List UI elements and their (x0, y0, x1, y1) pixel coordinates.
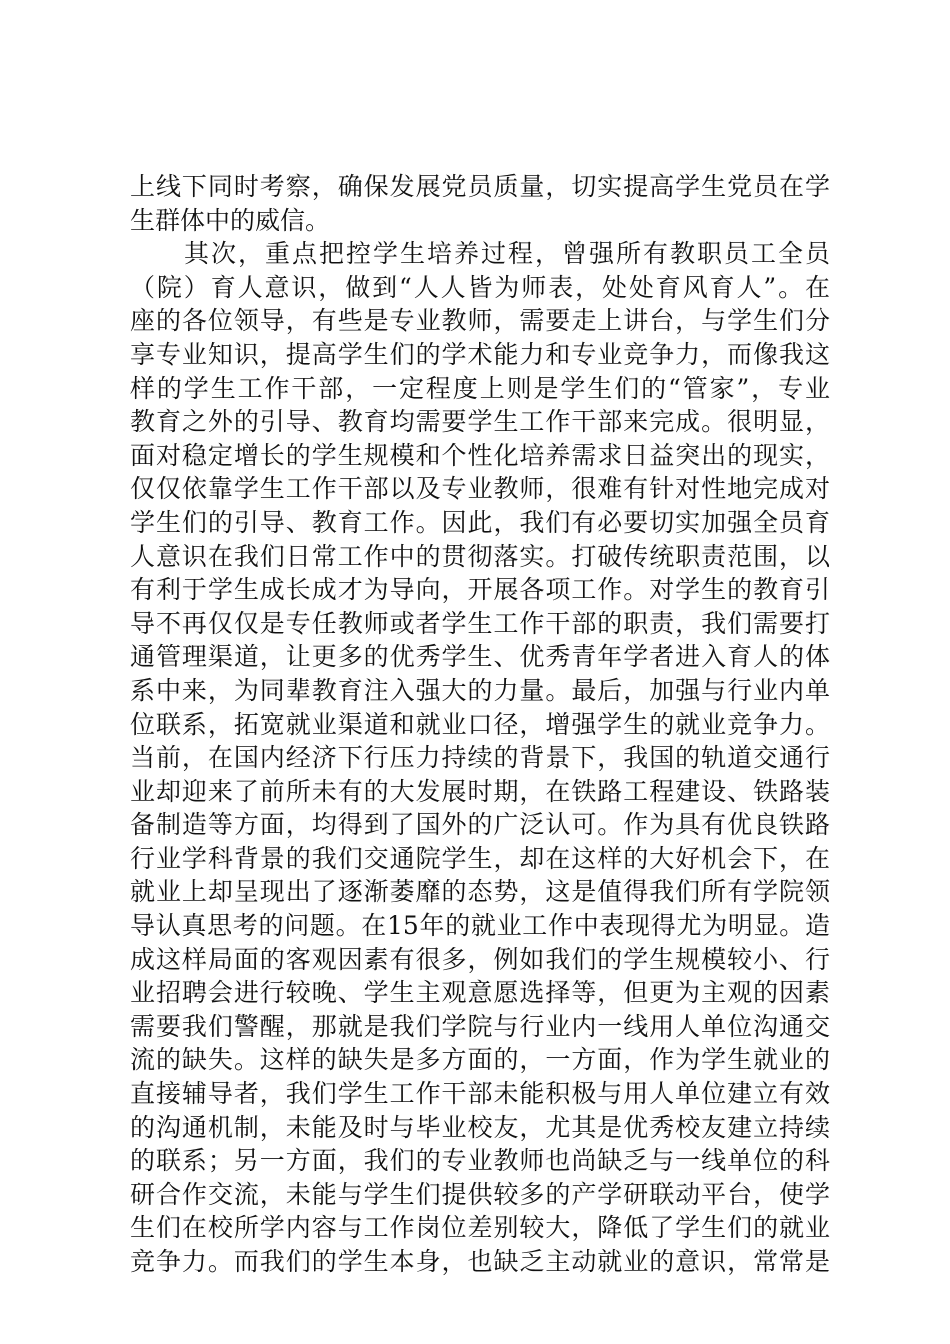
text-line: 的联系；另一方面，我们的专业教师也尚缺乏与一线单位的科 (130, 1146, 830, 1176)
text-line: 通管理渠道，让更多的优秀学生、优秀青年学者进入育人的体 (130, 642, 830, 672)
text-line: 位联系，拓宽就业渠道和就业口径，增强学生的就业竞争力。 (130, 709, 830, 739)
text-line: 导认真思考的问题。在15年的就业工作中表现得尤为明显。造 (130, 911, 830, 941)
text-line: 流的缺失。这样的缺失是多方面的，一方面，作为学生就业的 (130, 1045, 830, 1075)
text-line: 当前，在国内经济下行压力持续的背景下，我国的轨道交通行 (130, 743, 830, 773)
text-line: 研合作交流，未能与学生们提供较多的产学研联动平台，使学 (130, 1179, 830, 1209)
text-line: 备制造等方面，均得到了国外的广泛认可。作为具有优良铁路 (130, 810, 830, 840)
text-line: 其次，重点把控学生培养过程，曾强所有教职员工全员 (130, 239, 830, 269)
text-line: 生们在校所学内容与工作岗位差别较大，降低了学生们的就业 (130, 1213, 830, 1243)
text-line: 生群体中的威信。 (130, 205, 331, 235)
text-line: 上线下同时考察，确保发展党员质量，切实提高学生党员在学 (130, 172, 830, 201)
text-line: 人意识在我们日常工作中的贯彻落实。打破传统职责范围，以 (130, 541, 830, 571)
text-line: 系中来，为同辈教育注入强大的力量。最后，加强与行业内单 (130, 675, 830, 705)
text-line: 样的学生工作干部，一定程度上则是学生们的“管家”，专业 (130, 373, 830, 403)
text-line: 行业学科背景的我们交通院学生，却在这样的大好机会下，在 (130, 843, 830, 873)
text-line: 座的各位领导，有些是专业教师，需要走上讲台，与学生们分 (130, 306, 830, 336)
text-line: 面对稳定增长的学生规模和个性化培养需求日益突出的现实， (130, 440, 830, 470)
text-line: 学生们的引导、教育工作。因此，我们有必要切实加强全员育 (130, 507, 830, 537)
text-line: （院）育人意识，做到“人人皆为师表，处处育风育人”。在 (130, 272, 830, 302)
text-line: 导不再仅仅是专任教师或者学生工作干部的职责，我们需要打 (130, 608, 830, 638)
text-line: 业却迎来了前所未有的大发展时期，在铁路工程建设、铁路装 (130, 776, 830, 806)
text-line: 需要我们警醒，那就是我们学院与行业内一线用人单位沟通交 (130, 1011, 830, 1041)
text-line: 就业上却呈现出了逐渐萎靡的态势，这是值得我们所有学院领 (130, 877, 830, 907)
text-line: 教育之外的引导、教育均需要学生工作干部来完成。很明显， (130, 407, 830, 437)
text-line: 业招聘会进行较晚、学生主观意愿选择等，但更为主观的因素 (130, 978, 830, 1008)
text-line: 直接辅导者，我们学生工作干部未能积极与用人单位建立有效 (130, 1079, 830, 1109)
text-line: 成这样局面的客观因素有很多，例如我们的学生规模较小、行 (130, 944, 830, 974)
text-line: 竞争力。而我们的学生本身，也缺乏主动就业的意识，常常是 (130, 1247, 830, 1276)
text-line: 的沟通机制，未能及时与毕业校友，尤其是优秀校友建立持续 (130, 1112, 830, 1142)
text-line: 仅仅依靠学生工作干部以及专业教师，很难有针对性地完成对 (130, 474, 830, 504)
text-line: 有利于学生成长成才为导向，开展各项工作。对学生的教育引 (130, 575, 830, 605)
body-text (130, 170, 830, 1279)
text-line: 享专业知识，提高学生们的学术能力和专业竞争力，而像我这 (130, 339, 830, 369)
